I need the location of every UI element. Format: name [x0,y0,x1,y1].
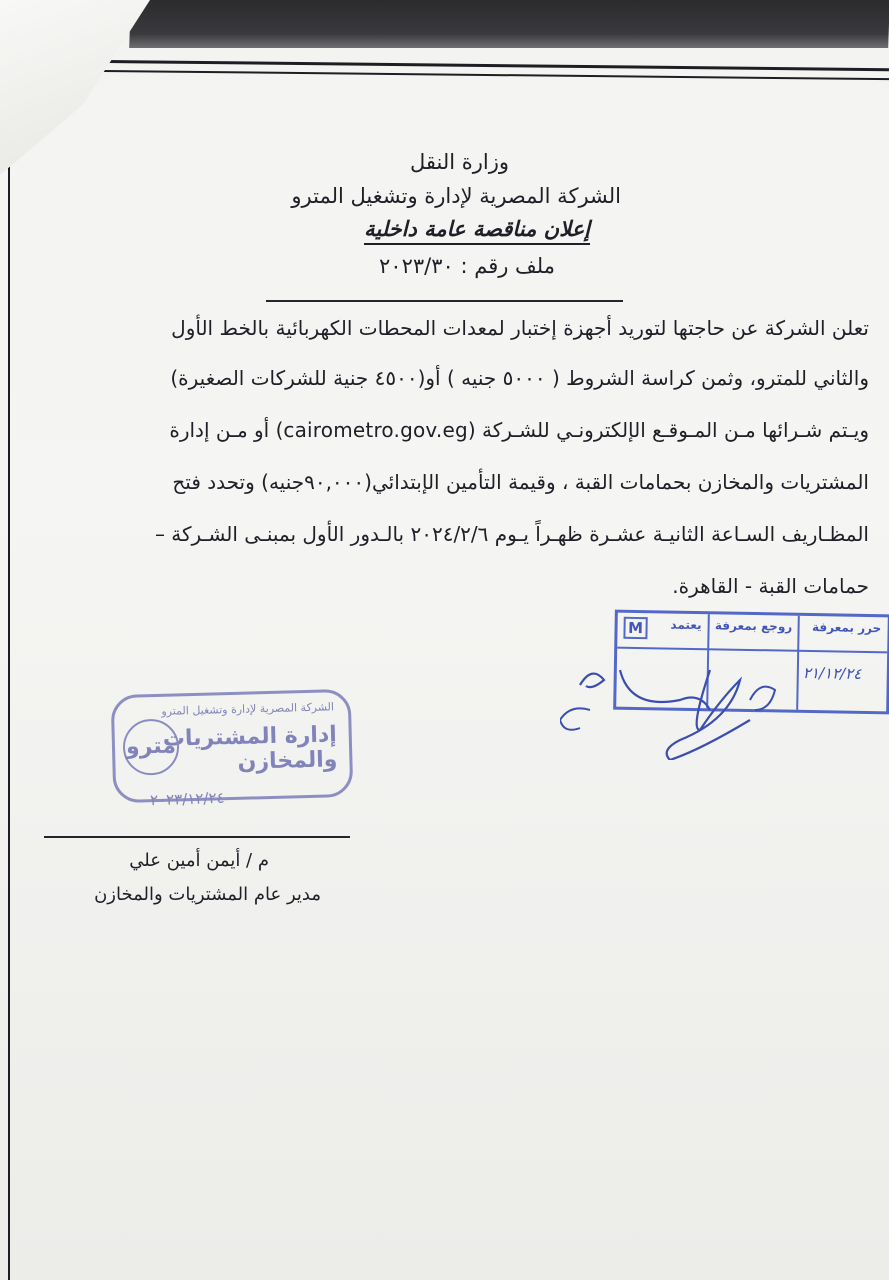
signature-stroke [667,670,750,760]
handwritten-date: ٢١/١٢/٢٤ [802,663,862,683]
company-name: الشركة المصرية لإدارة وتشغيل المترو [291,184,621,208]
stamp-department-text: إدارة المشتريات والمخازن [162,722,338,775]
initials-mark [580,674,604,688]
body-line-4: المشتريات والمخازن بحمامات القبة ، وقيمة التأمين الإبتدائي(٩٠,٠٠٠جنيه) وتحدد فتح [172,470,869,494]
background-surface [129,0,889,48]
signatory-title: مدير عام المشتريات والمخازن [94,884,321,905]
file-number: ملف رقم : ٢٠٢٣/٣٠ [379,254,555,278]
ministry-name: وزارة النقل [409,150,509,174]
signature-stroke [750,687,775,710]
signature-stroke [560,708,590,729]
body-line-3: ويـتم شـرائها مـن المـوقـع الإلكترونـي للشـركة (cairometro.gov.eg) أو مـن إدارة [169,418,869,442]
body-line-6: حمامات القبة - القاهرة. [672,574,869,598]
metro-seal-icon: مترو [122,718,179,775]
signatory-name: م / أيمن أمين علي [129,850,269,871]
body-line-5: المظـاريف السـاعة الثانيـة عشـرة ظهـراً يـوم ٢٠٢٤/٢/٦ بالـدور الأول بمبنـى الشـركة – [154,522,869,546]
official-stamp [111,689,354,803]
signature-line [44,836,350,838]
stamp-date: ٢٠٢٣/١٢/٢٤ [149,788,225,810]
stamp-company-text: الشركة المصرية لإدارة وتشغيل المترو [161,700,335,718]
metro-logo-icon: M [623,617,647,639]
frame-left-line [8,150,10,1280]
announcement-title: إعلان مناقصة عامة داخلية [364,215,590,245]
stamp-cell-label: يعتمد [670,617,702,633]
header-divider [266,300,623,302]
body-line-1: تعلن الشركة عن حاجتها لتوريد أجهزة إختبار لمعدات المحطات الكهربائية بالخط الأول [171,316,869,340]
signature-stroke [620,670,710,710]
body-line-2: والثاني للمترو، وثمن كراسة الشروط ( ٥٠٠٠ جنيه ) أو(٤٥٠٠ جنية للشركات الصغيرة) [170,366,869,390]
stamp-cell-label: روجع بمعرفة [714,618,793,634]
stamp-cell-label: حرر بمعرفة [811,620,882,636]
pen-signature-marks [560,640,889,760]
